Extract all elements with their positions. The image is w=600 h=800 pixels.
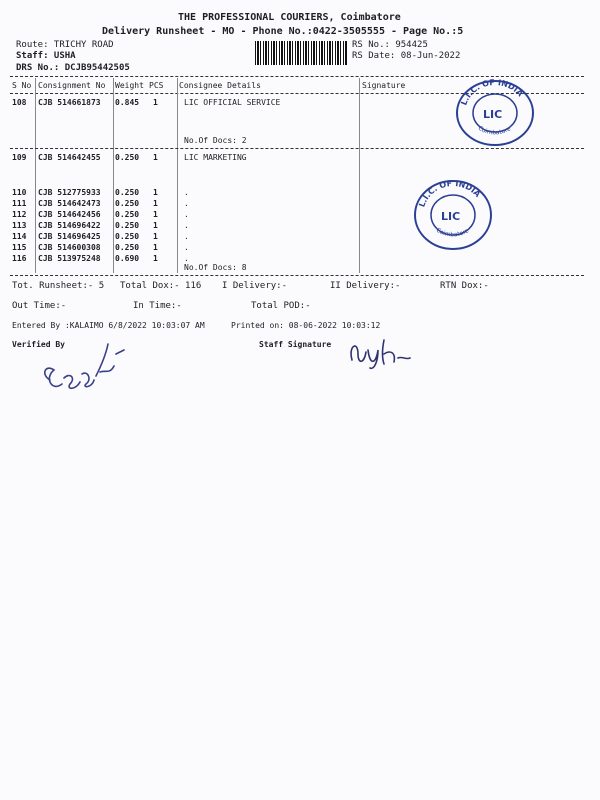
runsheet-subtitle: Delivery Runsheet - MO - Phone No.:0422-3505555 - Page No.:5: [102, 26, 464, 37]
col-weight: Weight: [115, 81, 144, 90]
svg-text:L.I.C. OF INDIA: L.I.C. OF INDIA: [417, 178, 483, 209]
row-sno: 115: [12, 243, 27, 252]
svg-text:L.I.C. OF INDIA: L.I.C. OF INDIA: [459, 78, 525, 107]
table-bottom-rule: [10, 275, 584, 276]
row-pcs: 1: [153, 199, 158, 208]
i-delivery: I Delivery:-: [222, 281, 288, 291]
printed-on: Printed on: 08-06-2022 10:03:12: [231, 321, 381, 330]
lic-stamp-icon: [453, 78, 537, 148]
entered-by: Entered By :KALAIMO 6/8/2022 10:03:07 AM: [12, 321, 205, 330]
in-time: In Time:-: [133, 301, 182, 311]
col-separator: [35, 78, 36, 273]
row-pcs: 1: [153, 221, 158, 230]
staff-label: Staff: USHA: [16, 51, 76, 61]
svg-text:Coimbatore: Coimbatore: [434, 226, 471, 239]
row-weight: 0.250: [115, 153, 140, 162]
rtn-dox: RTN Dox:-: [440, 281, 489, 291]
barcode: [255, 41, 347, 65]
verifier-signature: [36, 334, 132, 400]
row-pcs: 1: [153, 210, 158, 219]
row-weight: 0.250: [115, 188, 140, 197]
out-time: Out Time:-: [12, 301, 67, 311]
consignee-dot: .: [184, 232, 189, 241]
col-sno: S No: [12, 81, 32, 90]
route-label: Route: TRICHY ROAD: [16, 40, 114, 50]
svg-text:LIC: LIC: [483, 108, 503, 121]
col-separator: [359, 78, 360, 273]
rs-number: RS No.: 954425: [352, 40, 428, 50]
row-pcs: 1: [153, 254, 158, 263]
row-consignment: CJB 514642456: [38, 210, 101, 219]
row-sno: 111: [12, 199, 27, 208]
row-consignment: CJB 512775933: [38, 188, 101, 197]
row-sno: 110: [12, 188, 27, 197]
consignee-name: LIC MARKETING: [184, 153, 247, 162]
row-consignment: CJB 514696422: [38, 221, 101, 230]
row-consignment: CJB 513975248: [38, 254, 101, 263]
col-signature: Signature: [362, 81, 406, 90]
row-pcs: 1: [153, 153, 158, 162]
total-dox: Total Dox:- 116: [120, 281, 202, 291]
consignee-dot: .: [184, 188, 189, 197]
row-consignment: CJB 514642473: [38, 199, 101, 208]
row-sno: 113: [12, 221, 27, 230]
verified-by: Verified By: [12, 340, 65, 349]
col-consignee: Consignee Details: [179, 81, 261, 90]
row-weight: 0.690: [115, 254, 140, 263]
consignee-dot: .: [184, 221, 189, 230]
row-weight: 0.845: [115, 98, 140, 107]
col-consignment: Consignment No: [38, 81, 106, 90]
row-pcs: 1: [153, 98, 158, 107]
row-consignment: CJB 514696425: [38, 232, 101, 241]
rs-date: RS Date: 08-Jun-2022: [352, 51, 461, 61]
svg-text:LIC: LIC: [441, 210, 461, 223]
row-consignment: CJB 514600308: [38, 243, 101, 252]
col-separator: [113, 78, 114, 273]
row-weight: 0.250: [115, 210, 140, 219]
consignee-dot: .: [184, 199, 189, 208]
consignee-dot: .: [184, 254, 189, 263]
row-sno: 116: [12, 254, 27, 263]
row-sno: 114: [12, 232, 27, 241]
row-weight: 0.250: [115, 199, 140, 208]
row-pcs: 1: [153, 188, 158, 197]
company-title: THE PROFESSIONAL COURIERS, Coimbatore: [178, 12, 401, 23]
row-pcs: 1: [153, 243, 158, 252]
docs-count: No.Of Docs: 8: [184, 263, 247, 272]
table-top-rule: [10, 76, 584, 77]
row-weight: 0.250: [115, 232, 140, 241]
docs-count: No.Of Docs: 2: [184, 136, 247, 145]
total-runsheet: Tot. Runsheet:- 5: [12, 281, 105, 291]
total-pod: Total POD:-: [251, 301, 311, 311]
row-consignment: CJB 514642455: [38, 153, 101, 162]
svg-text:Coimbatore: Coimbatore: [476, 124, 513, 137]
staff-signature-label: Staff Signature: [259, 340, 332, 349]
row-weight: 0.250: [115, 243, 140, 252]
col-pcs: PCS: [149, 81, 164, 90]
group-rule: [10, 148, 584, 149]
row-sno: 109: [12, 153, 27, 162]
drs-number: DRS No.: DCJB95442505: [16, 63, 130, 73]
row-sno: 112: [12, 210, 27, 219]
consignee-dot: .: [184, 210, 189, 219]
row-pcs: 1: [153, 232, 158, 241]
ii-delivery: II Delivery:-: [330, 281, 401, 291]
row-consignment: CJB 514661873: [38, 98, 101, 107]
consignee-dot: .: [184, 243, 189, 252]
col-separator: [177, 78, 178, 273]
row-weight: 0.250: [115, 221, 140, 230]
lic-stamp-icon: [411, 178, 495, 252]
consignee-name: LIC OFFICIAL SERVICE: [184, 98, 281, 107]
row-sno: 108: [12, 98, 27, 107]
staff-signature: [346, 336, 416, 372]
